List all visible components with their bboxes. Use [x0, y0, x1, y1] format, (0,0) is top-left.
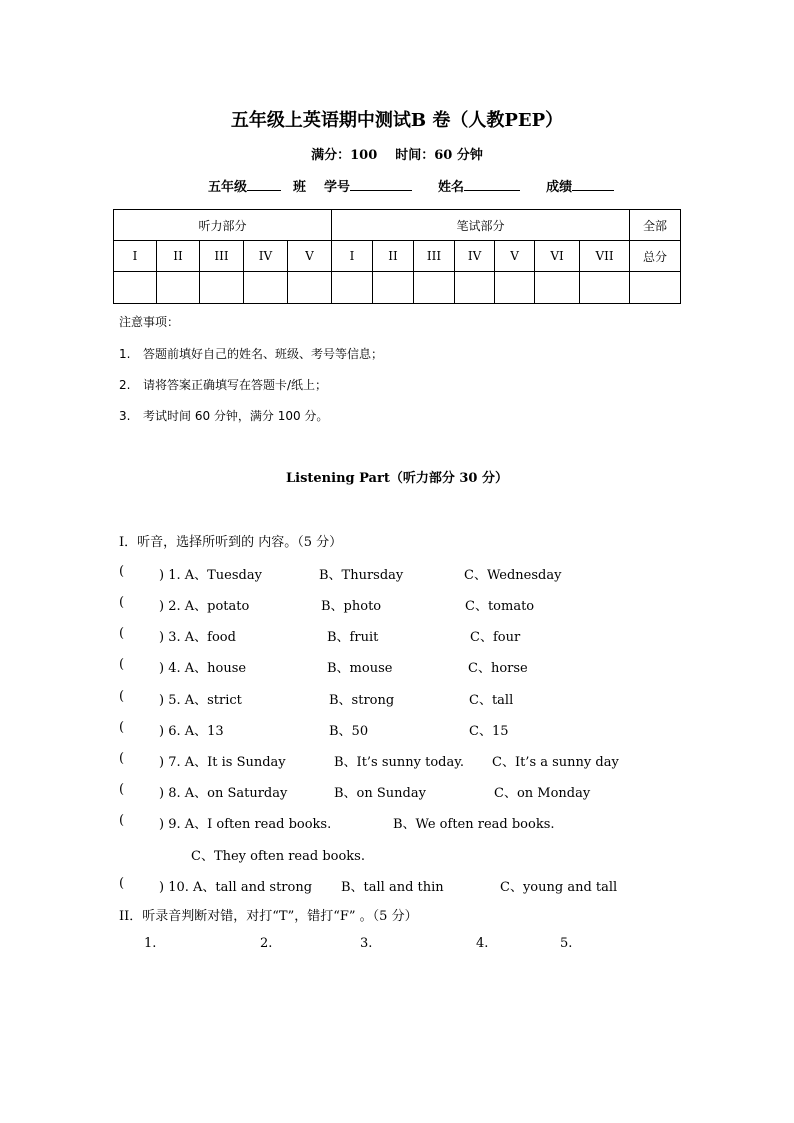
written-col-2: II: [373, 241, 414, 272]
score-cell[interactable]: [332, 272, 373, 304]
score-cell[interactable]: [580, 272, 630, 304]
score-cell[interactable]: [200, 272, 244, 304]
score-cell[interactable]: [414, 272, 455, 304]
listening-col-1: I: [114, 241, 157, 272]
answer-number: 4.: [476, 936, 489, 951]
notes-title: 注意事项：: [119, 315, 180, 329]
answer-number: 2.: [260, 936, 273, 951]
answer-number: 1.: [144, 936, 157, 951]
question-item: ( ) 1. A、Tuesday B、Thursday C、Wednesday: [119, 564, 562, 583]
question-item: ( ) 2. A、potato B、photo C、tomato: [119, 595, 535, 614]
question-item-continuation: C、They often read books.: [191, 849, 365, 864]
student-number-field[interactable]: 学号: [324, 176, 412, 195]
question-item: ( ) 3. A、food B、fruit C、four: [119, 626, 521, 645]
answer-number: 5.: [560, 936, 573, 951]
written-col-1: I: [332, 241, 373, 272]
written-header: 笔试部分: [332, 210, 630, 241]
result-field[interactable]: 成绩: [546, 176, 614, 195]
answer-number: 3.: [360, 936, 373, 951]
part2-heading: II．听录音判断对错，对打“T”，错打“F” 。（5 分）: [119, 909, 418, 924]
score-cell[interactable]: [495, 272, 535, 304]
listening-header: 听力部分: [114, 210, 332, 241]
written-col-7: VII: [580, 241, 630, 272]
total-header-top: 全部: [630, 210, 681, 241]
question-item: ( ) 5. A、strict B、strong C、tall: [119, 689, 514, 708]
score-cell[interactable]: [373, 272, 414, 304]
written-col-5: V: [495, 241, 535, 272]
score-table: [113, 209, 681, 304]
score-cell[interactable]: [157, 272, 200, 304]
score-info: [0, 144, 794, 163]
listening-col-3: III: [200, 241, 244, 272]
note-item: 2. 请将答案正确填写在答题卡/纸上；: [119, 378, 328, 392]
score-cell[interactable]: [535, 272, 580, 304]
written-col-4: IV: [455, 241, 495, 272]
listening-col-4: IV: [244, 241, 288, 272]
section-title: Listening Part（听力部分 30 分）: [286, 471, 508, 486]
question-item: ( ) 10. A、tall and strong B、tall and thin C、young and tall: [119, 876, 618, 895]
full-score: 满分：100: [311, 148, 378, 163]
written-col-3: III: [414, 241, 455, 272]
exam-time: 时间：60 分钟: [395, 148, 483, 163]
question-item: ( ) 8. A、on Saturday B、on Sunday C、on Monday: [119, 782, 591, 801]
class-label: 班: [293, 180, 307, 195]
score-cell[interactable]: [630, 272, 681, 304]
score-cell[interactable]: [114, 272, 157, 304]
part1-heading: I．听音，选择所听到的 内容。（5 分）: [119, 535, 343, 550]
note-item: 3. 考试时间 60 分钟，满分 100 分。: [119, 409, 329, 423]
score-cell[interactable]: [244, 272, 288, 304]
listening-col-5: V: [288, 241, 332, 272]
total-header-bottom: 总分: [630, 241, 681, 272]
score-cell[interactable]: [455, 272, 495, 304]
exam-title: 五年级上英语期中测试B 卷（人教PEP）: [230, 110, 564, 131]
question-item: ( ) 9. A、I often read books. B、We often read books.: [119, 813, 555, 832]
listening-col-2: II: [157, 241, 200, 272]
note-item: 1. 答题前填好自己的姓名、班级、考号等信息；: [119, 347, 384, 361]
question-item: ( ) 6. A、13 B、50 C、15: [119, 720, 509, 739]
part2-answer-row: [144, 936, 644, 954]
score-cell[interactable]: [288, 272, 332, 304]
grade-field[interactable]: 五年级: [208, 176, 281, 195]
question-item: ( ) 7. A、It is Sunday B、It’s sunny today. C、It’s a sunny day: [119, 751, 619, 770]
question-item: ( ) 4. A、house B、mouse C、horse: [119, 657, 528, 676]
name-field[interactable]: 姓名: [438, 176, 520, 195]
written-col-6: VI: [535, 241, 580, 272]
student-info-line: [208, 176, 640, 195]
